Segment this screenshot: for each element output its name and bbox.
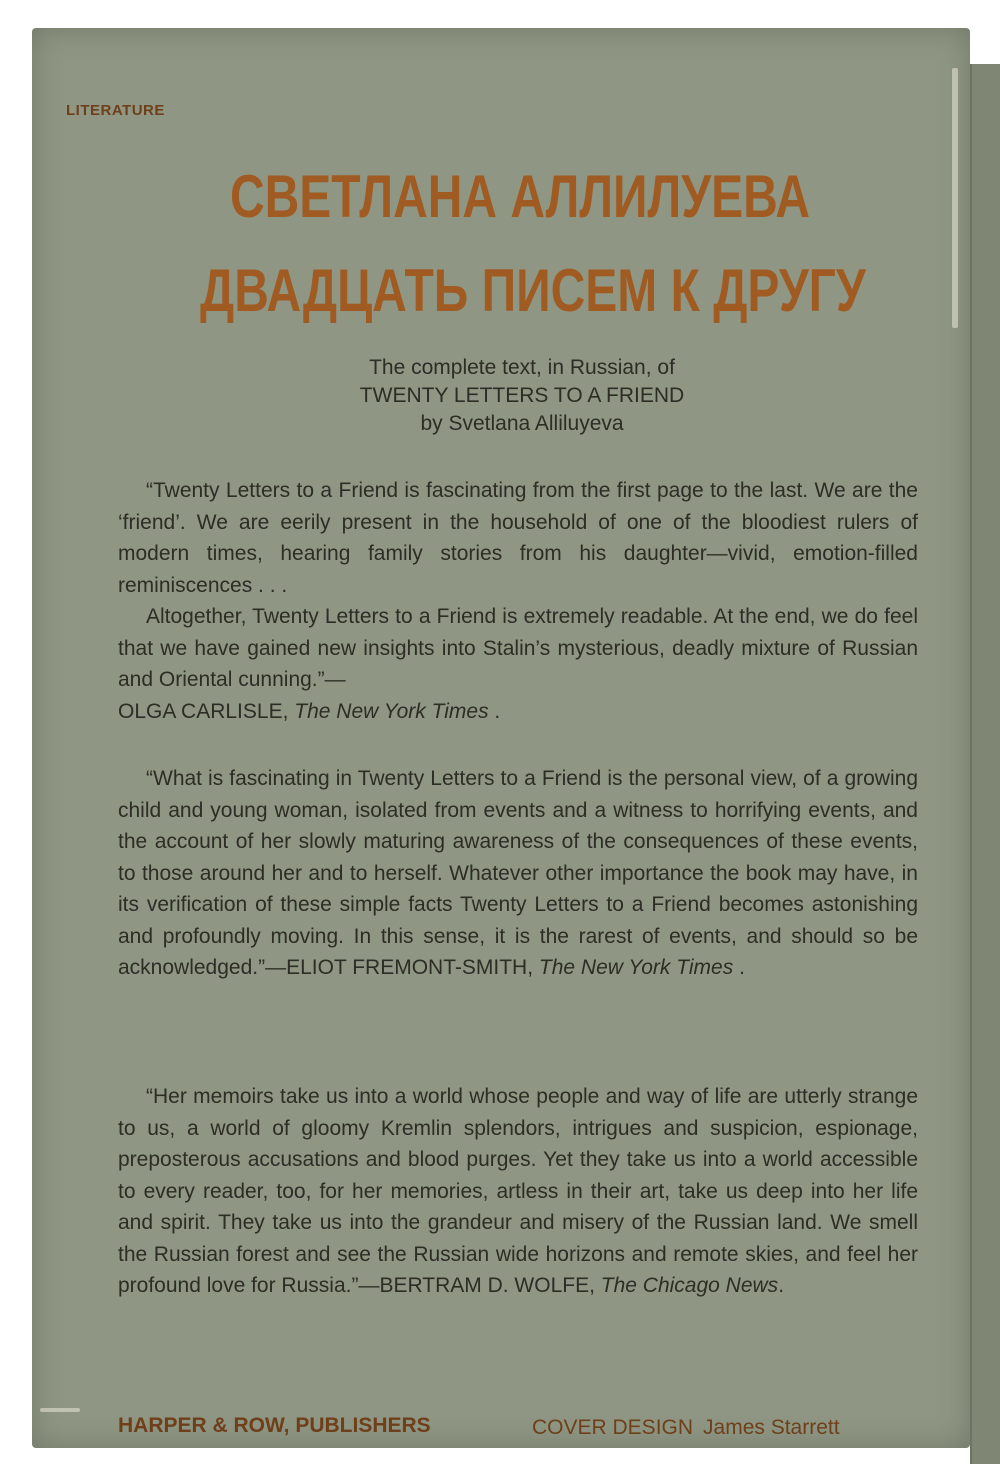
cover-design-credit (532, 1416, 850, 1440)
subtitle-book-title: TWENTY LETTERS TO A FRIEND (359, 384, 685, 407)
quote-paragraph: “Twenty Letters to a Friend is fascinating from the first page to the last. We are the ‘friend’. We are eerily present in the household of one of the bloodiest rulers of modern times, hearing family stories from his daughter—vivid, emotion-filled reminiscences . . . (118, 479, 918, 597)
quote-end: . (488, 699, 501, 723)
book-back-cover (32, 28, 970, 1448)
quote-author: OLGA CARLISLE, (118, 699, 289, 723)
review-quote-fremont-smith (118, 763, 918, 984)
quote-source: The Chicago News (600, 1274, 779, 1297)
review-quote-carlisle (118, 475, 918, 727)
quote-paragraph (118, 763, 918, 984)
quote-text: “Her memoirs take us into a world whose people and way of life are utterly strange to us, a world of gloomy Kremlin splendors, intrigues and suspicion, espionage, preposterous accusations and blood purges. Yet they take us into a world accessible to every reader, too, for her memories, artless in their art, take us deep into her life and spirit. They take us into the grandeur and misery of the Russian land. We smell the Russian forest and see the Russian wide horizons and remote skies, and feel her profound love for Russia.”—BERTRAM D. WOLFE, (118, 1085, 918, 1297)
quote-end: . (778, 1274, 785, 1297)
publisher-name: HARPER & ROW, PUBLISHERS (118, 1414, 431, 1437)
quote-source: The New York Times (294, 699, 489, 723)
cover-edge (970, 64, 1000, 1464)
russian-author-title: СВЕТЛАНА АЛЛИЛУЕВА (229, 163, 811, 230)
quote-end: . (733, 956, 745, 979)
subtitle-line: The complete text, in Russian, of (369, 356, 675, 379)
quote-credit (118, 696, 918, 728)
quote-paragraph: Altogether, Twenty Letters to a Friend is extremely readable. At the end, we do feel that we have gained new insights into Stalin’s mysterious, deadly mixture of Russian and Oriental cunning.”— (118, 605, 918, 691)
quote-text: “What is fascinating in Twenty Letters to a Friend is the personal view, of a growing child and young woman, isolated from events and a witness to horrifying events, and the account of her slowly maturing awareness of the consequences of these events, to those around her and to herself. Whatever other importance the book may have, in its verification of these simple facts Twenty Letters to a Friend becomes astonishing and profoundly moving. In this sense, it is the rarest of events, and should so be acknowledged.”—ELIOT FREMONT-SMITH, (118, 767, 918, 979)
cover-design-label: COVER DESIGN (532, 1416, 694, 1439)
quote-source: The New York Times (538, 956, 734, 979)
genre-label: LITERATURE (66, 102, 165, 119)
quote-paragraph (118, 1081, 918, 1302)
review-quote-wolfe (118, 1081, 918, 1302)
subtitle-author: by Svetlana Alliluyeva (420, 412, 624, 435)
subtitle-block (232, 354, 812, 438)
wear-mark (952, 68, 958, 328)
wear-mark (40, 1408, 80, 1412)
russian-book-title: ДВАДЦАТЬ ПИСЕМ К ДРУГУ (200, 257, 866, 324)
designer-name: James Starrett (703, 1416, 840, 1439)
